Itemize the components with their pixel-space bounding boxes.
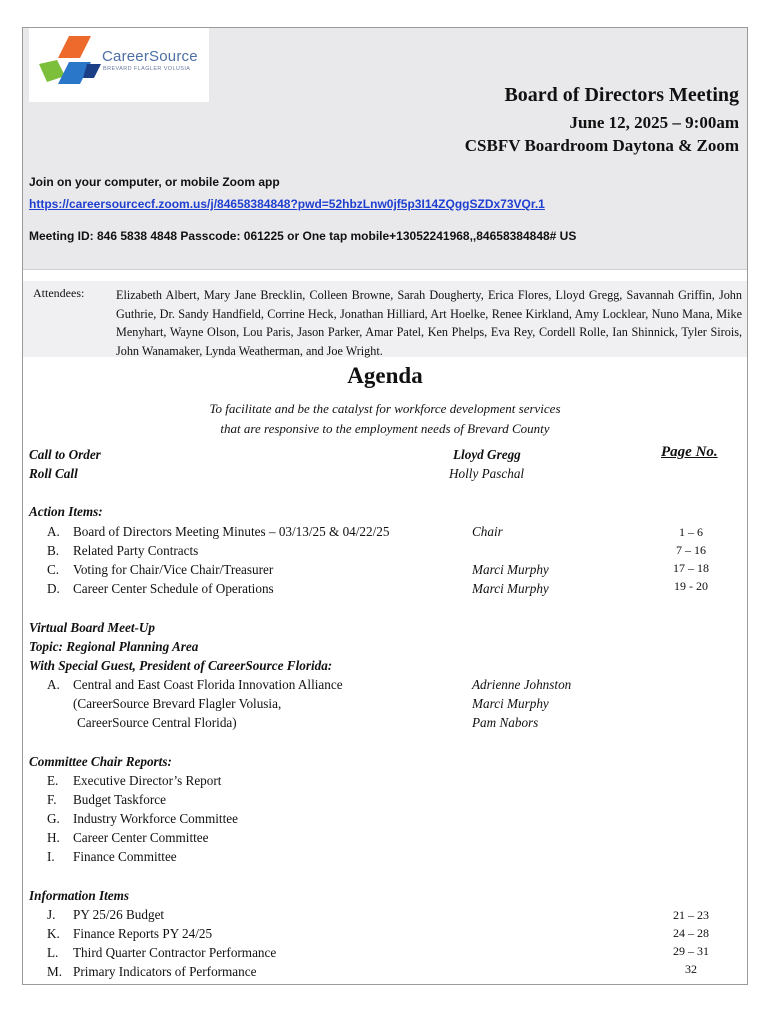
agenda-mission [23, 399, 747, 438]
attendees-list: Elizabeth Albert, Mary Jane Brecklin, Colleen Browne, Sarah Dougherty, Erica Flores, Lloyd Gregg, Savannah Griffin, John Guthrie, Dr. Sandy Handfield, Corrine Heck, Jonathan Hilliard, Art Hoelke, Renee Kirkland, Amy Locklear, Nuno Mana, Mike Menyhart, Wayne Olson, Lou Paris, Jason Parker, Amar Patel, Ken Phelps, Eva Rey, Cordell Rolle, Ian Shinnick, Tyler Sirois, John Wanamaker, Lynda Weatherman, and Joe Wright. [116, 288, 742, 358]
page-range: 19 - 20 [674, 579, 708, 593]
page-range: 1 – 6 [679, 525, 703, 539]
page-range: 21 – 23 [673, 908, 709, 922]
list-item: F. Budget Taskforce [47, 792, 166, 807]
careersource-mark-icon [39, 36, 101, 92]
list-item: B. Related Party Contracts [47, 543, 199, 558]
attendees-label: Attendees: [33, 286, 85, 300]
meeting-id-info: Meeting ID: 846 5838 4848 Passcode: 061225 or One tap mobile+13052241968,,84658384848# US [29, 229, 577, 243]
roll-call-presenter: Holly Paschal [449, 466, 525, 481]
list-item: M. Primary Indicators of Performance [47, 964, 257, 979]
virtual-presenter: Marci Murphy [472, 696, 549, 711]
list-item: A. Board of Directors Meeting Minutes – 03/13/25 & 04/22/25 [47, 524, 390, 539]
virtual-presenter: Pam Nabors [472, 715, 539, 730]
action-items-heading: Action Items: [29, 504, 103, 519]
page-range: 17 – 18 [673, 561, 709, 575]
zoom-link[interactable]: https://careersourcecf.zoom.us/j/84658384848?pwd=52hbzLnw0jf5p3I14ZQggSZDx73VQr.1 [29, 197, 545, 211]
attendees-panel [23, 281, 747, 357]
roll-call: Roll Call [29, 466, 78, 481]
logo-wordmark: CareerSource [102, 48, 198, 65]
list-item: D. Career Center Schedule of Operations [47, 581, 274, 596]
page-range: 32 [685, 962, 697, 976]
page-range: 24 – 28 [673, 926, 709, 940]
list-item: J. PY 25/26 Budget [47, 907, 165, 922]
page-no-header: Page No. [661, 444, 718, 460]
meeting-date: June 12, 2025 – 9:00am [569, 113, 739, 132]
agenda-document [22, 27, 748, 985]
header-divider [23, 269, 747, 270]
mission-line-1: To facilitate and be the catalyst for workforce development services [209, 401, 561, 416]
virtual-presenter: Adrienne Johnston [472, 677, 572, 692]
action-presenter: Marci Murphy [472, 581, 549, 596]
list-item: H. Career Center Committee [47, 830, 209, 845]
list-item: C. Voting for Chair/Vice Chair/Treasurer [47, 562, 274, 577]
list-item: K. Finance Reports PY 24/25 [47, 926, 213, 941]
list-item: I. Finance Committee [47, 849, 177, 864]
join-instructions: Join on your computer, or mobile Zoom app [29, 175, 280, 189]
virtual-guest: With Special Guest, President of CareerSource Florida: [29, 658, 333, 673]
header-panel [23, 28, 747, 269]
page-range: 7 – 16 [676, 543, 706, 557]
list-item: E. Executive Director’s Report [47, 773, 222, 788]
meeting-location: CSBFV Boardroom Daytona & Zoom [464, 136, 739, 155]
page-range: 29 – 31 [673, 944, 709, 958]
call-to-order: Call to Order [29, 447, 101, 462]
virtual-item-line-2: (CareerSource Brevard Flagler Volusia, [73, 696, 282, 711]
information-heading: Information Items [29, 888, 130, 903]
mission-line-2: that are responsive to the employment needs of Brevard County [220, 420, 550, 436]
committee-heading: Committee Chair Reports: [29, 754, 172, 769]
action-presenter: Marci Murphy [472, 562, 549, 577]
list-item: A. Central and East Coast Florida Innovation Alliance [47, 677, 343, 692]
logo-tagline: BREVARD FLAGLER VOLUSIA [103, 66, 191, 72]
action-presenter: Chair [472, 524, 503, 539]
call-to-order-presenter: Lloyd Gregg [453, 447, 521, 462]
meeting-title: Board of Directors Meeting [504, 84, 739, 106]
list-item: G. Industry Workforce Committee [47, 811, 238, 826]
agenda-heading: Agenda [347, 363, 423, 388]
virtual-heading: Virtual Board Meet-Up [29, 620, 156, 635]
careersource-logo [29, 28, 209, 102]
virtual-topic: Topic: Regional Planning Area [29, 639, 199, 654]
virtual-item-line-3: CareerSource Central Florida) [77, 715, 237, 730]
list-item: L. Third Quarter Contractor Performance [47, 945, 277, 960]
